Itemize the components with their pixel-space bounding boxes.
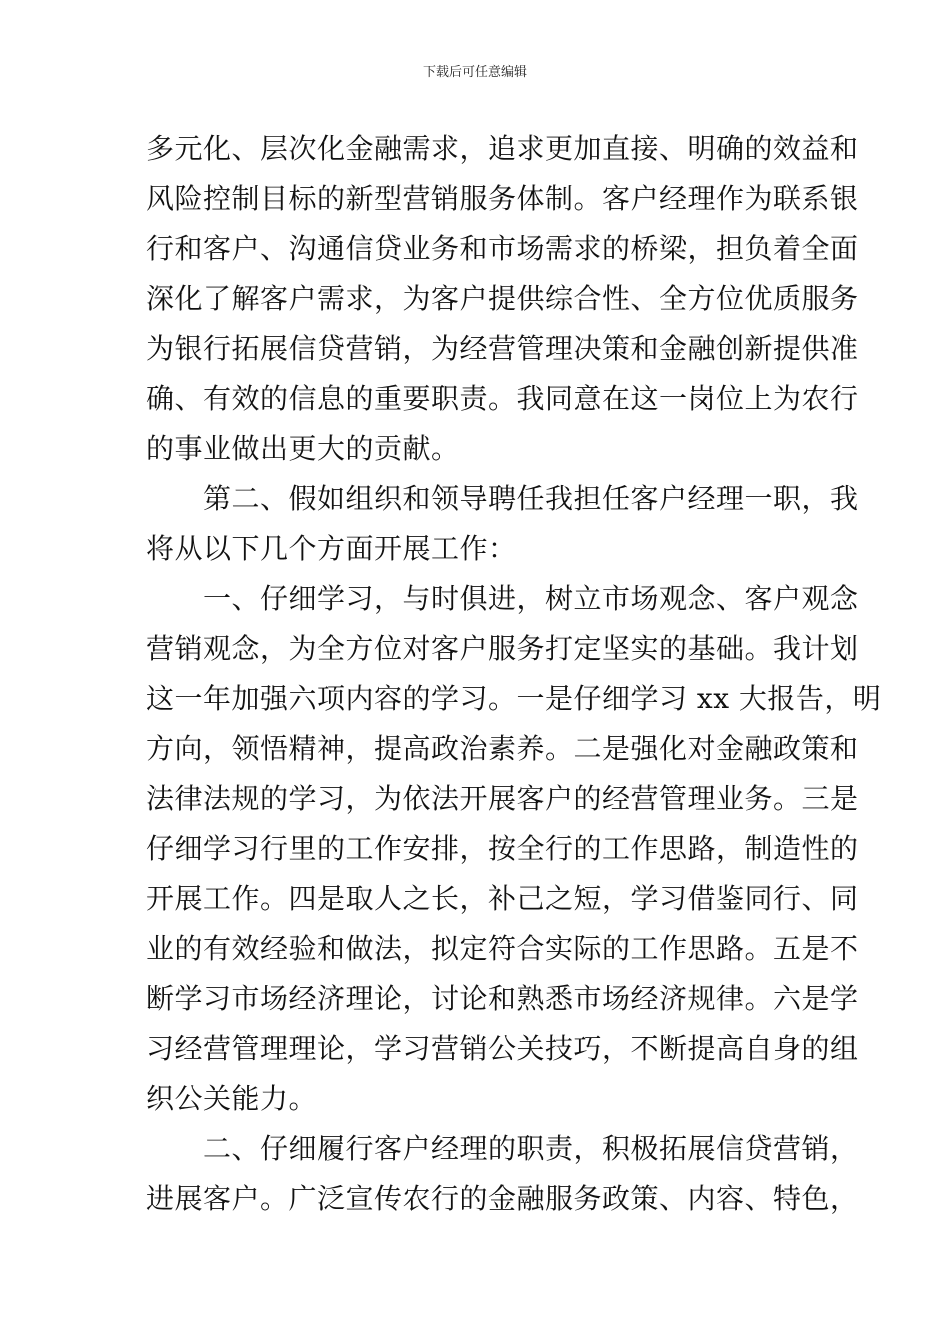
page-header: 下载后可任意编辑: [422, 65, 527, 80]
text-line: 将从以下几个方面开展工作：: [146, 532, 517, 565]
text-line: 行和客户、沟通信贷业务和市场需求的桥梁，担负着全面: [146, 232, 859, 265]
text-line: 风险控制目标的新型营销服务体制。客户经理作为联系银: [146, 182, 859, 215]
text-line: 开展工作。四是取人之长，补己之短，学习借鉴同行、同: [146, 882, 859, 915]
text-line: 法律法规的学习，为依法开展客户的经营管理业务。三是: [146, 782, 859, 815]
text-line: 这一年加强六项内容的学习。一是仔细学习 xx 大报告，明: [146, 682, 882, 715]
text-line: 进展客户。广泛宣传农行的金融服务政策、内容、特色，: [146, 1182, 859, 1215]
text-line: 断学习市场经济理论，讨论和熟悉市场经济规律。六是学: [146, 982, 859, 1015]
text-line: 织公关能力。: [146, 1082, 318, 1115]
text-line: 仔细学习行里的工作安排，按全行的工作思路，制造性的: [146, 832, 859, 865]
text-line: 业的有效经验和做法，拟定符合实际的工作思路。五是不: [146, 932, 859, 965]
body-text: [146, 124, 882, 1224]
text-line: 的事业做出更大的贡献。: [146, 432, 460, 465]
text-line: 营销观念，为全方位对客户服务打定坚实的基础。我计划: [146, 632, 859, 665]
text-line: 习经营管理理论，学习营销公关技巧，不断提高自身的组: [146, 1032, 859, 1065]
text-line: 确、有效的信息的重要职责。我同意在这一岗位上为农行: [146, 382, 859, 415]
text-line: 方向，领悟精神，提高政治素养。二是强化对金融政策和: [146, 732, 859, 765]
text-line: 一、仔细学习，与时俱进，树立市场观念、客户观念: [146, 582, 859, 615]
text-line: 深化了解客户需求，为客户提供综合性、全方位优质服务: [146, 282, 859, 315]
text-line: 为银行拓展信贷营销，为经营管理决策和金融创新提供准: [146, 332, 859, 365]
text-line: 第二、假如组织和领导聘任我担任客户经理一职，我: [146, 482, 859, 515]
text-line: 多元化、层次化金融需求，追求更加直接、明确的效益和: [146, 132, 859, 165]
text-line: 二、仔细履行客户经理的职责，积极拓展信贷营销，: [146, 1132, 859, 1165]
